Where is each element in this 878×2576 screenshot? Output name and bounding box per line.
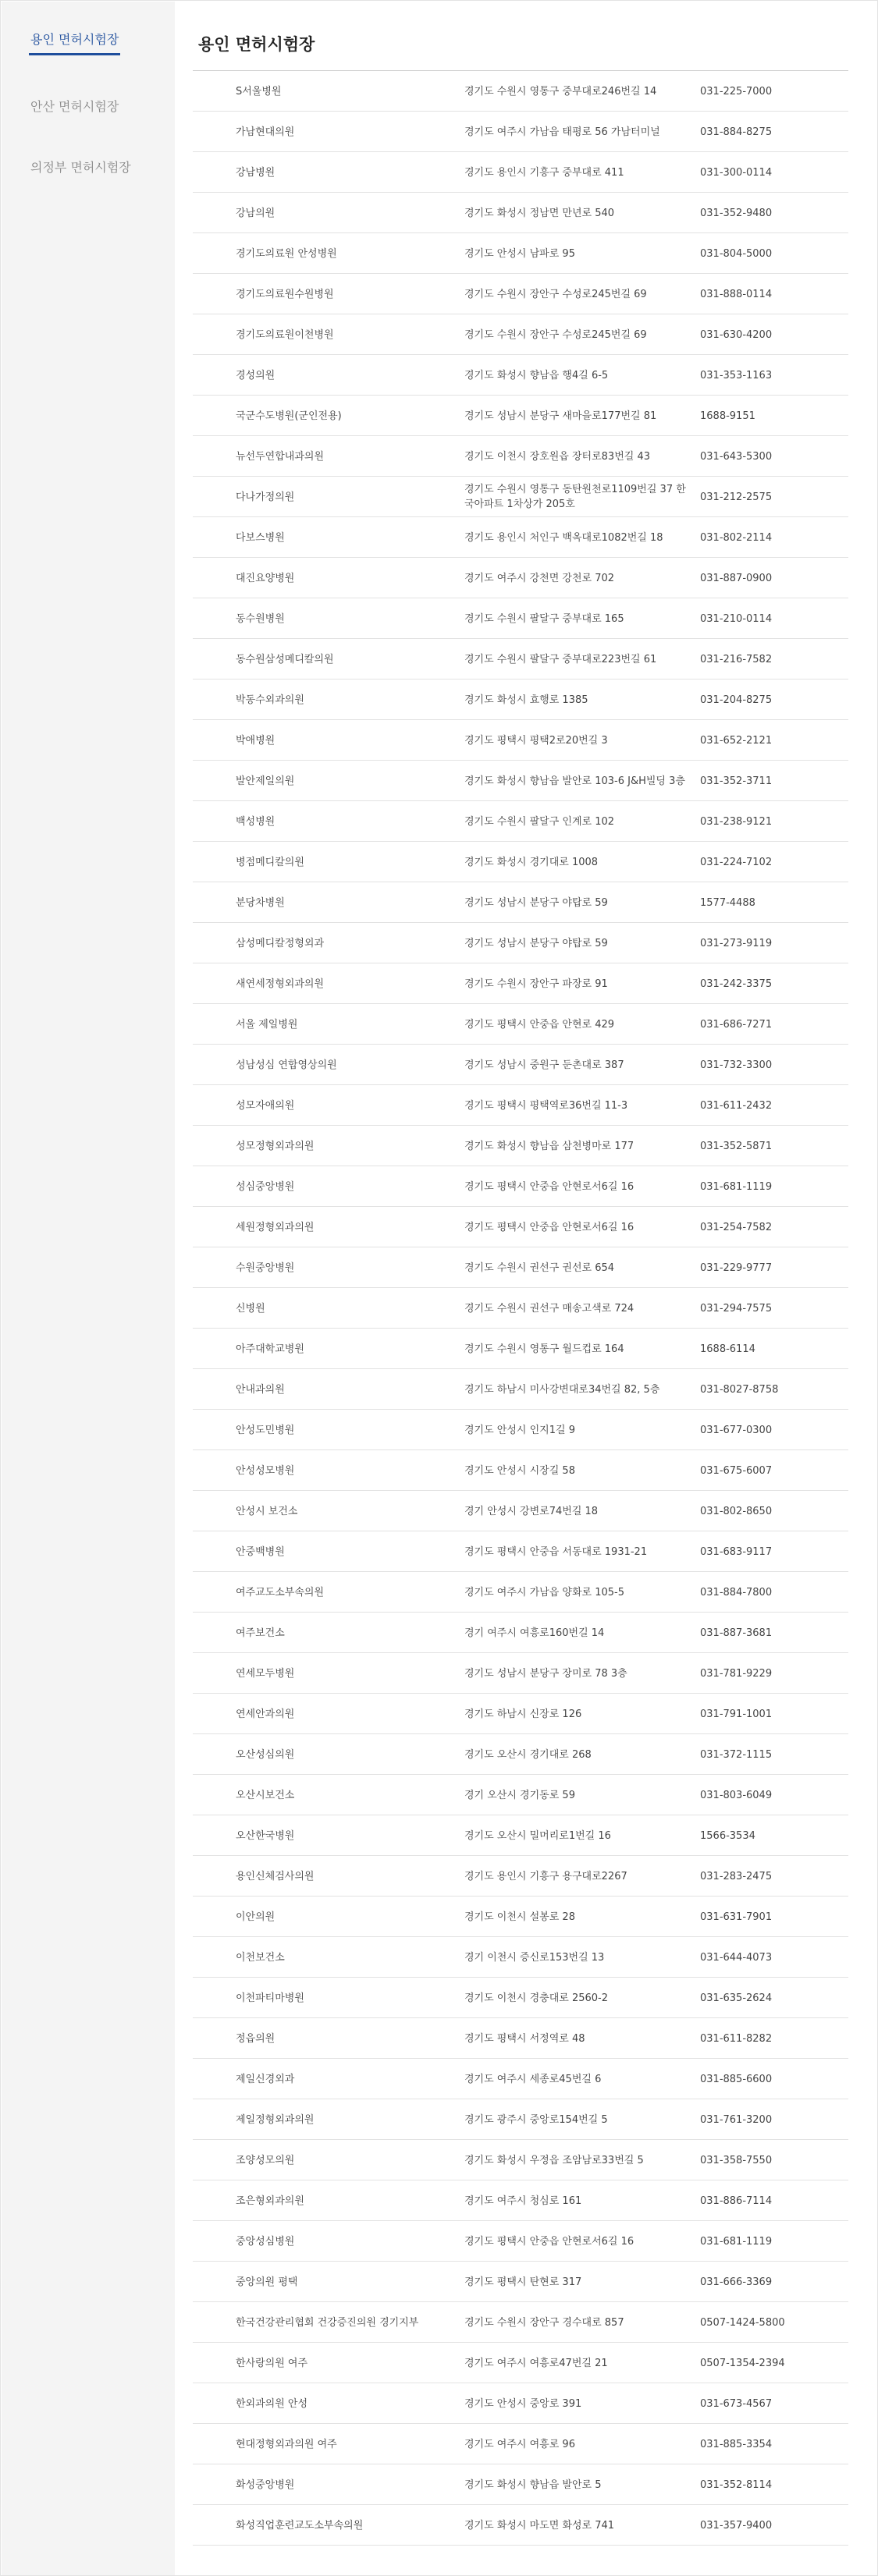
table-row	[193, 1004, 848, 1045]
hospital-address: 경기 여주시 여흥로160번길 14	[464, 1627, 605, 1639]
hospital-phone: 031-675-6007	[700, 1464, 773, 1477]
hospital-name: 안내과의원	[236, 1383, 285, 1396]
hospital-phone: 031-802-8650	[700, 1505, 773, 1517]
hospital-name: 가남현대의원	[236, 126, 295, 138]
hospital-phone: 031-216-7582	[700, 653, 773, 665]
hospital-phone: 0507-1424-5800	[700, 2316, 785, 2329]
table-row	[193, 1734, 848, 1775]
hospital-address: 경기도 여주시 강천면 강천로 702	[464, 572, 615, 584]
table-row	[193, 396, 848, 436]
table-row	[193, 2018, 848, 2059]
sidebar	[2, 2, 175, 2575]
hospital-phone: 031-8027-8758	[700, 1383, 779, 1396]
hospital-name: 화성중앙병원	[236, 2478, 295, 2491]
table-row	[193, 1369, 848, 1410]
hospital-name: 오산시보건소	[236, 1789, 295, 1801]
table-row	[193, 477, 848, 517]
table-row	[193, 1653, 848, 1694]
table-row	[193, 1775, 848, 1815]
table-row	[193, 558, 848, 598]
hospital-address: 경기도 수원시 장안구 수성로245번길 69	[464, 328, 647, 341]
table-row	[193, 2099, 848, 2140]
hospital-name: 용인신체검사의원	[236, 1870, 315, 1882]
hospital-phone: 031-300-0114	[700, 166, 773, 179]
hospital-phone: 1577-4488	[700, 896, 755, 909]
table-row	[193, 2140, 848, 2180]
table-row	[193, 112, 848, 152]
hospital-address: 경기도 수원시 팔달구 중부대로 165	[464, 612, 624, 625]
hospital-name: 박애병원	[236, 734, 275, 747]
hospital-name: 성심중앙병원	[236, 1180, 295, 1193]
table-row	[193, 1166, 848, 1207]
hospital-name: 성모자애의원	[236, 1099, 295, 1112]
hospital-address: 경기도 성남시 분당구 야탑로 59	[464, 896, 608, 909]
hospital-address: 경기도 평택시 평택역로36번길 11-3	[464, 1099, 628, 1112]
hospital-phone: 031-683-9117	[700, 1545, 773, 1558]
sidebar-item-uijeongbu[interactable]	[30, 158, 131, 176]
hospital-address: 경기도 안성시 중앙로 391	[464, 2397, 582, 2410]
table-row	[193, 1126, 848, 1166]
hospital-name: 제일정형외과의원	[236, 2113, 315, 2126]
hospital-phone: 031-254-7582	[700, 1221, 773, 1233]
hospital-phone: 031-673-4567	[700, 2397, 773, 2410]
hospital-address: 경기도 하남시 미사강변대로34번길 82, 5층	[464, 1383, 660, 1396]
table-row	[193, 2464, 848, 2505]
hospital-phone: 1566-3534	[700, 1829, 755, 1842]
hospital-name: 조은형외과의원	[236, 2195, 304, 2207]
hospital-name: 화성직업훈련교도소부속의원	[236, 2519, 364, 2532]
hospital-name: 백성병원	[236, 815, 275, 828]
hospital-phone: 031-888-0114	[700, 288, 773, 300]
hospital-name: 정읍의원	[236, 2032, 275, 2045]
hospital-address: 경기도 수원시 영통구 동탄원천로1109번길 37 한국아파트 1차상가 205호	[464, 484, 686, 510]
hospital-name: 삼성메디칼정형외과	[236, 937, 325, 949]
hospital-name: 신병원	[236, 1302, 265, 1315]
table-row	[193, 1491, 848, 1531]
hospital-phone: 031-885-6600	[700, 2073, 773, 2085]
hospital-phone: 031-353-1163	[700, 369, 773, 381]
hospital-phone: 031-294-7575	[700, 1302, 773, 1315]
hospital-name: 경기도의료원이천병원	[236, 328, 334, 341]
hospital-phone: 031-352-9480	[700, 207, 773, 219]
hospital-address: 경기도 용인시 기흥구 중부대로 411	[464, 166, 624, 179]
hospital-name: 오산성심의원	[236, 1748, 295, 1761]
table-row	[193, 1815, 848, 1856]
hospital-address: 경기도 화성시 경기대로 1008	[464, 856, 599, 868]
hospital-address: 경기도 수원시 장안구 파장로 91	[464, 978, 608, 990]
hospital-phone: 031-631-7901	[700, 1911, 773, 1923]
table-row	[193, 882, 848, 923]
table-row	[193, 2302, 848, 2343]
hospital-phone: 031-652-2121	[700, 734, 773, 747]
hospital-address: 경기도 수원시 팔달구 인계로 102	[464, 815, 615, 828]
sidebar-item-yongin[interactable]	[30, 30, 119, 48]
hospital-address: 경기도 수원시 영통구 월드컵로 164	[464, 1343, 624, 1355]
hospital-name: 경성의원	[236, 369, 275, 381]
hospital-phone: 031-802-2114	[700, 531, 773, 544]
hospital-list	[193, 71, 848, 2546]
hospital-address: 경기 이천시 증신로153번길 13	[464, 1951, 605, 1964]
hospital-name: 수원중앙병원	[236, 1261, 295, 1274]
table-row	[193, 355, 848, 396]
hospital-phone: 1688-6114	[700, 1343, 755, 1355]
sidebar-item-label: 용인 면허시험장	[30, 32, 119, 47]
hospital-phone: 031-229-9777	[700, 1261, 773, 1274]
hospital-name: 경기도의료원 안성병원	[236, 247, 337, 260]
hospital-name: 현대정형외과의원 여주	[236, 2438, 337, 2450]
table-row	[193, 1247, 848, 1288]
table-row	[193, 2180, 848, 2221]
table-row	[193, 1531, 848, 1572]
hospital-phone: 1688-9151	[700, 410, 755, 422]
hospital-address: 경기도 여주시 여흥로 96	[464, 2438, 575, 2450]
table-row	[193, 2221, 848, 2262]
hospital-name: 이천보건소	[236, 1951, 285, 1964]
hospital-phone: 031-352-3711	[700, 775, 773, 787]
sidebar-item-label: 안산 면허시험장	[30, 99, 119, 114]
hospital-name: 성남성심 연합영상의원	[236, 1059, 337, 1071]
hospital-address: 경기도 오산시 경기대로 268	[464, 1748, 592, 1761]
hospital-address: 경기도 이천시 경충대로 2560-2	[464, 1992, 609, 2004]
hospital-address: 경기도 용인시 처인구 백옥대로1082번길 18	[464, 531, 663, 544]
hospital-address: 경기도 수원시 장안구 수성로245번길 69	[464, 288, 647, 300]
hospital-name: 강남병원	[236, 166, 275, 179]
table-row	[193, 639, 848, 679]
table-row	[193, 1329, 848, 1369]
sidebar-item-label: 의정부 면허시험장	[30, 160, 131, 175]
hospital-address: 경기도 화성시 정남면 만년로 540	[464, 207, 615, 219]
table-row	[193, 1613, 848, 1653]
hospital-name: 중앙의원 평택	[236, 2276, 298, 2288]
hospital-address: 경기도 여주시 여흥로47번길 21	[464, 2357, 608, 2369]
hospital-name: 연세안과의원	[236, 1708, 295, 1720]
table-row	[193, 1288, 848, 1329]
hospital-phone: 031-372-1115	[700, 1748, 773, 1761]
hospital-name: 새연세정형외과의원	[236, 978, 325, 990]
table-row	[193, 1856, 848, 1897]
hospital-name: 이안의원	[236, 1911, 275, 1923]
table-row	[193, 1207, 848, 1247]
table-row	[193, 801, 848, 842]
hospital-name: 다나가정의원	[236, 491, 295, 503]
table-row	[193, 2424, 848, 2464]
hospital-address: 경기도 화성시 향남읍 발안로 103-6 J&H빌딩 3층	[464, 775, 685, 787]
hospital-address: 경기도 이천시 장호원읍 장터로83번길 43	[464, 450, 650, 463]
table-row	[193, 314, 848, 355]
hospital-address: 경기도 평택시 안중읍 안현로서6길 16	[464, 1180, 635, 1193]
table-row	[193, 1572, 848, 1613]
table-row	[193, 1410, 848, 1450]
active-tab-underline	[29, 53, 120, 55]
hospital-address: 경기도 여주시 세종로45번길 6	[464, 2073, 602, 2085]
hospital-name: 조양성모의원	[236, 2154, 295, 2166]
hospital-address: 경기도 평택시 서정역로 48	[464, 2032, 585, 2045]
hospital-phone: 031-732-3300	[700, 1059, 773, 1071]
hospital-phone: 031-686-7271	[700, 1018, 773, 1031]
table-row	[193, 598, 848, 639]
hospital-address: 경기도 평택시 안중읍 서동대로 1931-21	[464, 1545, 648, 1558]
hospital-name: S서울병원	[236, 85, 282, 98]
hospital-address: 경기도 수원시 권선구 매송고색로 724	[464, 1302, 635, 1315]
hospital-address: 경기도 이천시 설봉로 28	[464, 1911, 575, 1923]
hospital-name: 여주교도소부속의원	[236, 1586, 325, 1598]
hospital-name: 국군수도병원(군인전용)	[236, 410, 342, 422]
table-row	[193, 436, 848, 477]
table-row	[193, 1045, 848, 1085]
hospital-phone: 031-242-3375	[700, 978, 773, 990]
hospital-phone: 031-761-3200	[700, 2113, 773, 2126]
table-row	[193, 2505, 848, 2546]
hospital-name: 박동수외과의원	[236, 694, 304, 706]
hospital-address: 경기도 성남시 분당구 장미로 78 3층	[464, 1667, 627, 1680]
hospital-address: 경기도 수원시 권선구 권선로 654	[464, 1261, 615, 1274]
table-row	[193, 761, 848, 801]
hospital-address: 경기도 수원시 장안구 경수대로 857	[464, 2316, 624, 2329]
hospital-address: 경기도 안성시 인지1길 9	[464, 1424, 575, 1436]
hospital-phone: 031-210-0114	[700, 612, 773, 625]
hospital-name: 세원정형외과의원	[236, 1221, 315, 1233]
hospital-name: 강남의원	[236, 207, 275, 219]
hospital-phone: 031-358-7550	[700, 2154, 773, 2166]
hospital-name: 중앙성심병원	[236, 2235, 295, 2248]
hospital-address: 경기 오산시 경기동로 59	[464, 1789, 575, 1801]
hospital-name: 병점메디칼의원	[236, 856, 304, 868]
sidebar-item-ansan[interactable]	[30, 97, 119, 115]
table-row	[193, 2059, 848, 2099]
hospital-phone: 031-630-4200	[700, 328, 773, 341]
hospital-name: 여주보건소	[236, 1627, 285, 1639]
hospital-phone: 031-611-2432	[700, 1099, 773, 1112]
hospital-name: 안성시 보건소	[236, 1505, 298, 1517]
hospital-name: 연세모두병원	[236, 1667, 295, 1680]
hospital-phone: 031-781-9229	[700, 1667, 773, 1680]
hospital-name: 안성도민병원	[236, 1424, 295, 1436]
hospital-phone: 031-225-7000	[700, 85, 773, 98]
hospital-name: 안중백병원	[236, 1545, 285, 1558]
hospital-name: 한사랑의원 여주	[236, 2357, 308, 2369]
hospital-address: 경기도 안성시 시장길 58	[464, 1464, 575, 1477]
hospital-name: 경기도의료원수원병원	[236, 288, 334, 300]
hospital-phone: 031-681-1119	[700, 2235, 773, 2248]
hospital-name: 다보스병원	[236, 531, 285, 544]
hospital-address: 경기도 화성시 향남읍 행4길 6-5	[464, 369, 609, 381]
hospital-address: 경기도 수원시 영통구 중부대로246번길 14	[464, 85, 657, 98]
hospital-name: 발안제일의원	[236, 775, 295, 787]
hospital-phone: 031-635-2624	[700, 1992, 773, 2004]
table-row	[193, 517, 848, 558]
hospital-address: 경기도 평택시 안중읍 안현로서6길 16	[464, 1221, 635, 1233]
hospital-phone: 031-677-0300	[700, 1424, 773, 1436]
table-row	[193, 679, 848, 720]
hospital-address: 경기 안성시 강변로74번길 18	[464, 1505, 599, 1517]
hospital-name: 성모정형외과의원	[236, 1140, 315, 1152]
table-row	[193, 1694, 848, 1734]
hospital-name: 한국건강관리협회 건강증진의원 경기지부	[236, 2316, 419, 2329]
hospital-address: 경기도 화성시 우정읍 조암남로33번길 5	[464, 2154, 644, 2166]
hospital-address: 경기도 화성시 향남읍 발안로 5	[464, 2478, 602, 2491]
table-row	[193, 1450, 848, 1491]
hospital-phone: 031-352-5871	[700, 1140, 773, 1152]
table-row	[193, 923, 848, 963]
table-row	[193, 1897, 848, 1937]
hospital-phone: 031-212-2575	[700, 491, 773, 503]
hospital-name: 안성성모병원	[236, 1464, 295, 1477]
hospital-phone: 031-886-7114	[700, 2195, 773, 2207]
hospital-address: 경기도 광주시 중앙로154번길 5	[464, 2113, 608, 2126]
hospital-address: 경기도 화성시 마도면 화성로 741	[464, 2519, 615, 2532]
hospital-address: 경기도 오산시 밀머리로1번길 16	[464, 1829, 611, 1842]
hospital-address: 경기도 성남시 분당구 야탑로 59	[464, 937, 608, 949]
table-row	[193, 2343, 848, 2383]
table-row	[193, 1978, 848, 2018]
hospital-phone: 031-887-3681	[700, 1627, 773, 1639]
hospital-phone: 031-357-9400	[700, 2519, 773, 2532]
table-row	[193, 152, 848, 193]
hospital-address: 경기도 수원시 팔달구 중부대로223번길 61	[464, 653, 657, 665]
hospital-address: 경기도 평택시 평택2로20번길 3	[464, 734, 608, 747]
hospital-address: 경기도 평택시 탄현로 317	[464, 2276, 582, 2288]
hospital-phone: 031-884-8275	[700, 126, 773, 138]
table-row	[193, 274, 848, 314]
hospital-phone: 031-273-9119	[700, 937, 773, 949]
hospital-phone: 031-791-1001	[700, 1708, 773, 1720]
hospital-address: 경기도 화성시 향남읍 삼천병마로 177	[464, 1140, 635, 1152]
hospital-name: 분당차병원	[236, 896, 285, 909]
hospital-address: 경기도 화성시 효행로 1385	[464, 694, 588, 706]
table-row	[193, 233, 848, 274]
hospital-name: 서울 제일병원	[236, 1018, 298, 1031]
table-row	[193, 2262, 848, 2302]
hospital-address: 경기도 성남시 분당구 새마을로177번길 81	[464, 410, 657, 422]
hospital-phone: 031-884-7800	[700, 1586, 773, 1598]
hospital-name: 오산한국병원	[236, 1829, 295, 1842]
hospital-phone: 031-643-5300	[700, 450, 773, 463]
hospital-name: 이천파티마병원	[236, 1992, 304, 2004]
hospital-name: 동수원병원	[236, 612, 285, 625]
hospital-address: 경기도 하남시 신장로 126	[464, 1708, 582, 1720]
table-row	[193, 1085, 848, 1126]
table-row	[193, 2383, 848, 2424]
hospital-phone: 0507-1354-2394	[700, 2357, 785, 2369]
hospital-address: 경기도 여주시 가남읍 태평로 56 가남터미널	[464, 126, 660, 138]
table-row	[193, 842, 848, 882]
hospital-name: 아주대학교병원	[236, 1343, 304, 1355]
hospital-address: 경기도 안성시 남파로 95	[464, 247, 575, 260]
hospital-phone: 031-644-4073	[700, 1951, 773, 1964]
hospital-address: 경기도 평택시 안중읍 안현로 429	[464, 1018, 615, 1031]
table-row	[193, 963, 848, 1004]
hospital-phone: 031-885-3354	[700, 2438, 773, 2450]
hospital-phone: 031-283-2475	[700, 1870, 773, 1882]
table-row	[193, 193, 848, 233]
hospital-name: 대진요양병원	[236, 572, 295, 584]
hospital-phone: 031-666-3369	[700, 2276, 773, 2288]
hospital-phone: 031-803-6049	[700, 1789, 773, 1801]
hospital-address: 경기도 평택시 안중읍 안현로서6길 16	[464, 2235, 635, 2248]
hospital-phone: 031-352-8114	[700, 2478, 773, 2491]
hospital-phone: 031-681-1119	[700, 1180, 773, 1193]
hospital-phone: 031-887-0900	[700, 572, 773, 584]
table-row	[193, 720, 848, 761]
hospital-name: 뉴선두연합내과의원	[236, 450, 325, 463]
hospital-name: 동수원삼성메디칼의원	[236, 653, 334, 665]
table-row	[193, 1937, 848, 1978]
hospital-address: 경기도 여주시 가남읍 양화로 105-5	[464, 1586, 625, 1598]
hospital-phone: 031-611-8282	[700, 2032, 773, 2045]
hospital-phone: 031-238-9121	[700, 815, 773, 828]
page-title: 용인 면허시험장	[198, 35, 315, 54]
hospital-phone: 031-804-5000	[700, 247, 773, 260]
table-row	[193, 71, 848, 112]
hospital-phone: 031-224-7102	[700, 856, 773, 868]
hospital-name: 한외과의원 안성	[236, 2397, 308, 2410]
hospital-address: 경기도 용인시 기흥구 용구대로2267	[464, 1870, 627, 1882]
hospital-name: 제일신경외과	[236, 2073, 295, 2085]
hospital-phone: 031-204-8275	[700, 694, 773, 706]
hospital-address: 경기도 여주시 청심로 161	[464, 2195, 582, 2207]
hospital-address: 경기도 성남시 중원구 둔촌대로 387	[464, 1059, 624, 1071]
